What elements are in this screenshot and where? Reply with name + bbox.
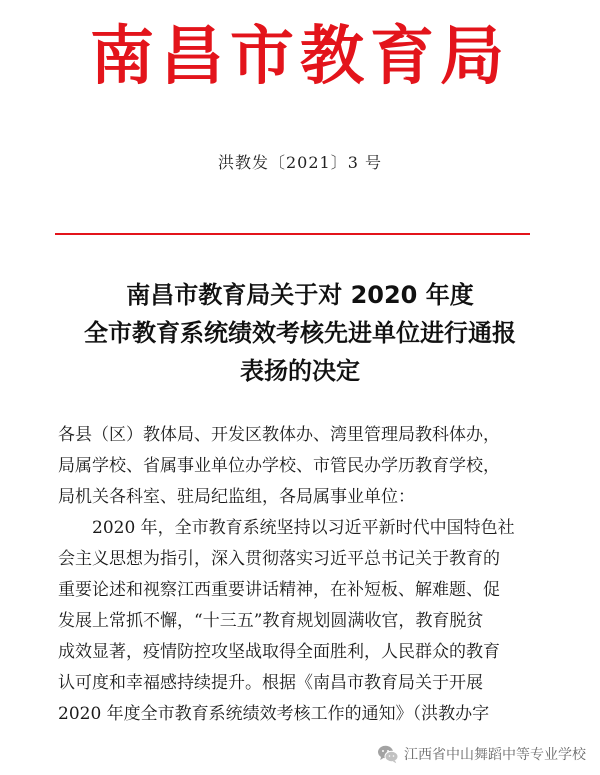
document-body <box>58 420 548 730</box>
red-divider-line <box>55 233 530 235</box>
document-headline <box>0 276 600 390</box>
body-line: 会主义思想为指引，深入贯彻落实习近平总书记关于教育的 <box>58 549 500 569</box>
recipients-line: 局属学校、省属事业单位办学校、市管民办学历教育学校， <box>58 456 500 476</box>
body-line: 认可度和幸福感持续提升。根据《南昌市教育局关于开展 <box>58 673 483 693</box>
watermark-text: 江西省中山舞蹈中等专业学校 <box>404 747 586 763</box>
wechat-icon <box>376 742 400 766</box>
headline-line-2: 全市教育系统绩效考核先进单位进行通报 <box>84 319 516 347</box>
wechat-watermark <box>376 741 586 767</box>
headline-line-1: 南昌市教育局关于对 2020 年度 <box>126 281 474 309</box>
document-number: 洪教发〔2021〕3 号 <box>218 153 382 172</box>
recipients-line: 局机关各科室、驻局纪监组，各局属事业单位： <box>58 487 415 507</box>
issuing-organization-title: 南昌市教育局 <box>90 19 510 94</box>
body-line: 重要论述和视察江西重要讲话精神，在补短板、解难题、促 <box>58 580 500 600</box>
body-line: 2020 年度全市教育系统绩效考核工作的通知》（洪教办字 <box>58 704 490 724</box>
body-line: 发展上常抓不懈，“十三五”教育规划圆满收官，教育脱贫 <box>58 611 484 631</box>
body-line: 2020 年，全市教育系统坚持以习近平新时代中国特色社 <box>92 518 515 538</box>
body-line: 成效显著，疫情防控攻坚战取得全面胜利，人民群众的教育 <box>58 642 500 662</box>
recipients-line: 各县（区）教体局、开发区教体办、湾里管理局教科体办， <box>58 425 500 445</box>
headline-line-3: 表扬的决定 <box>240 357 360 385</box>
